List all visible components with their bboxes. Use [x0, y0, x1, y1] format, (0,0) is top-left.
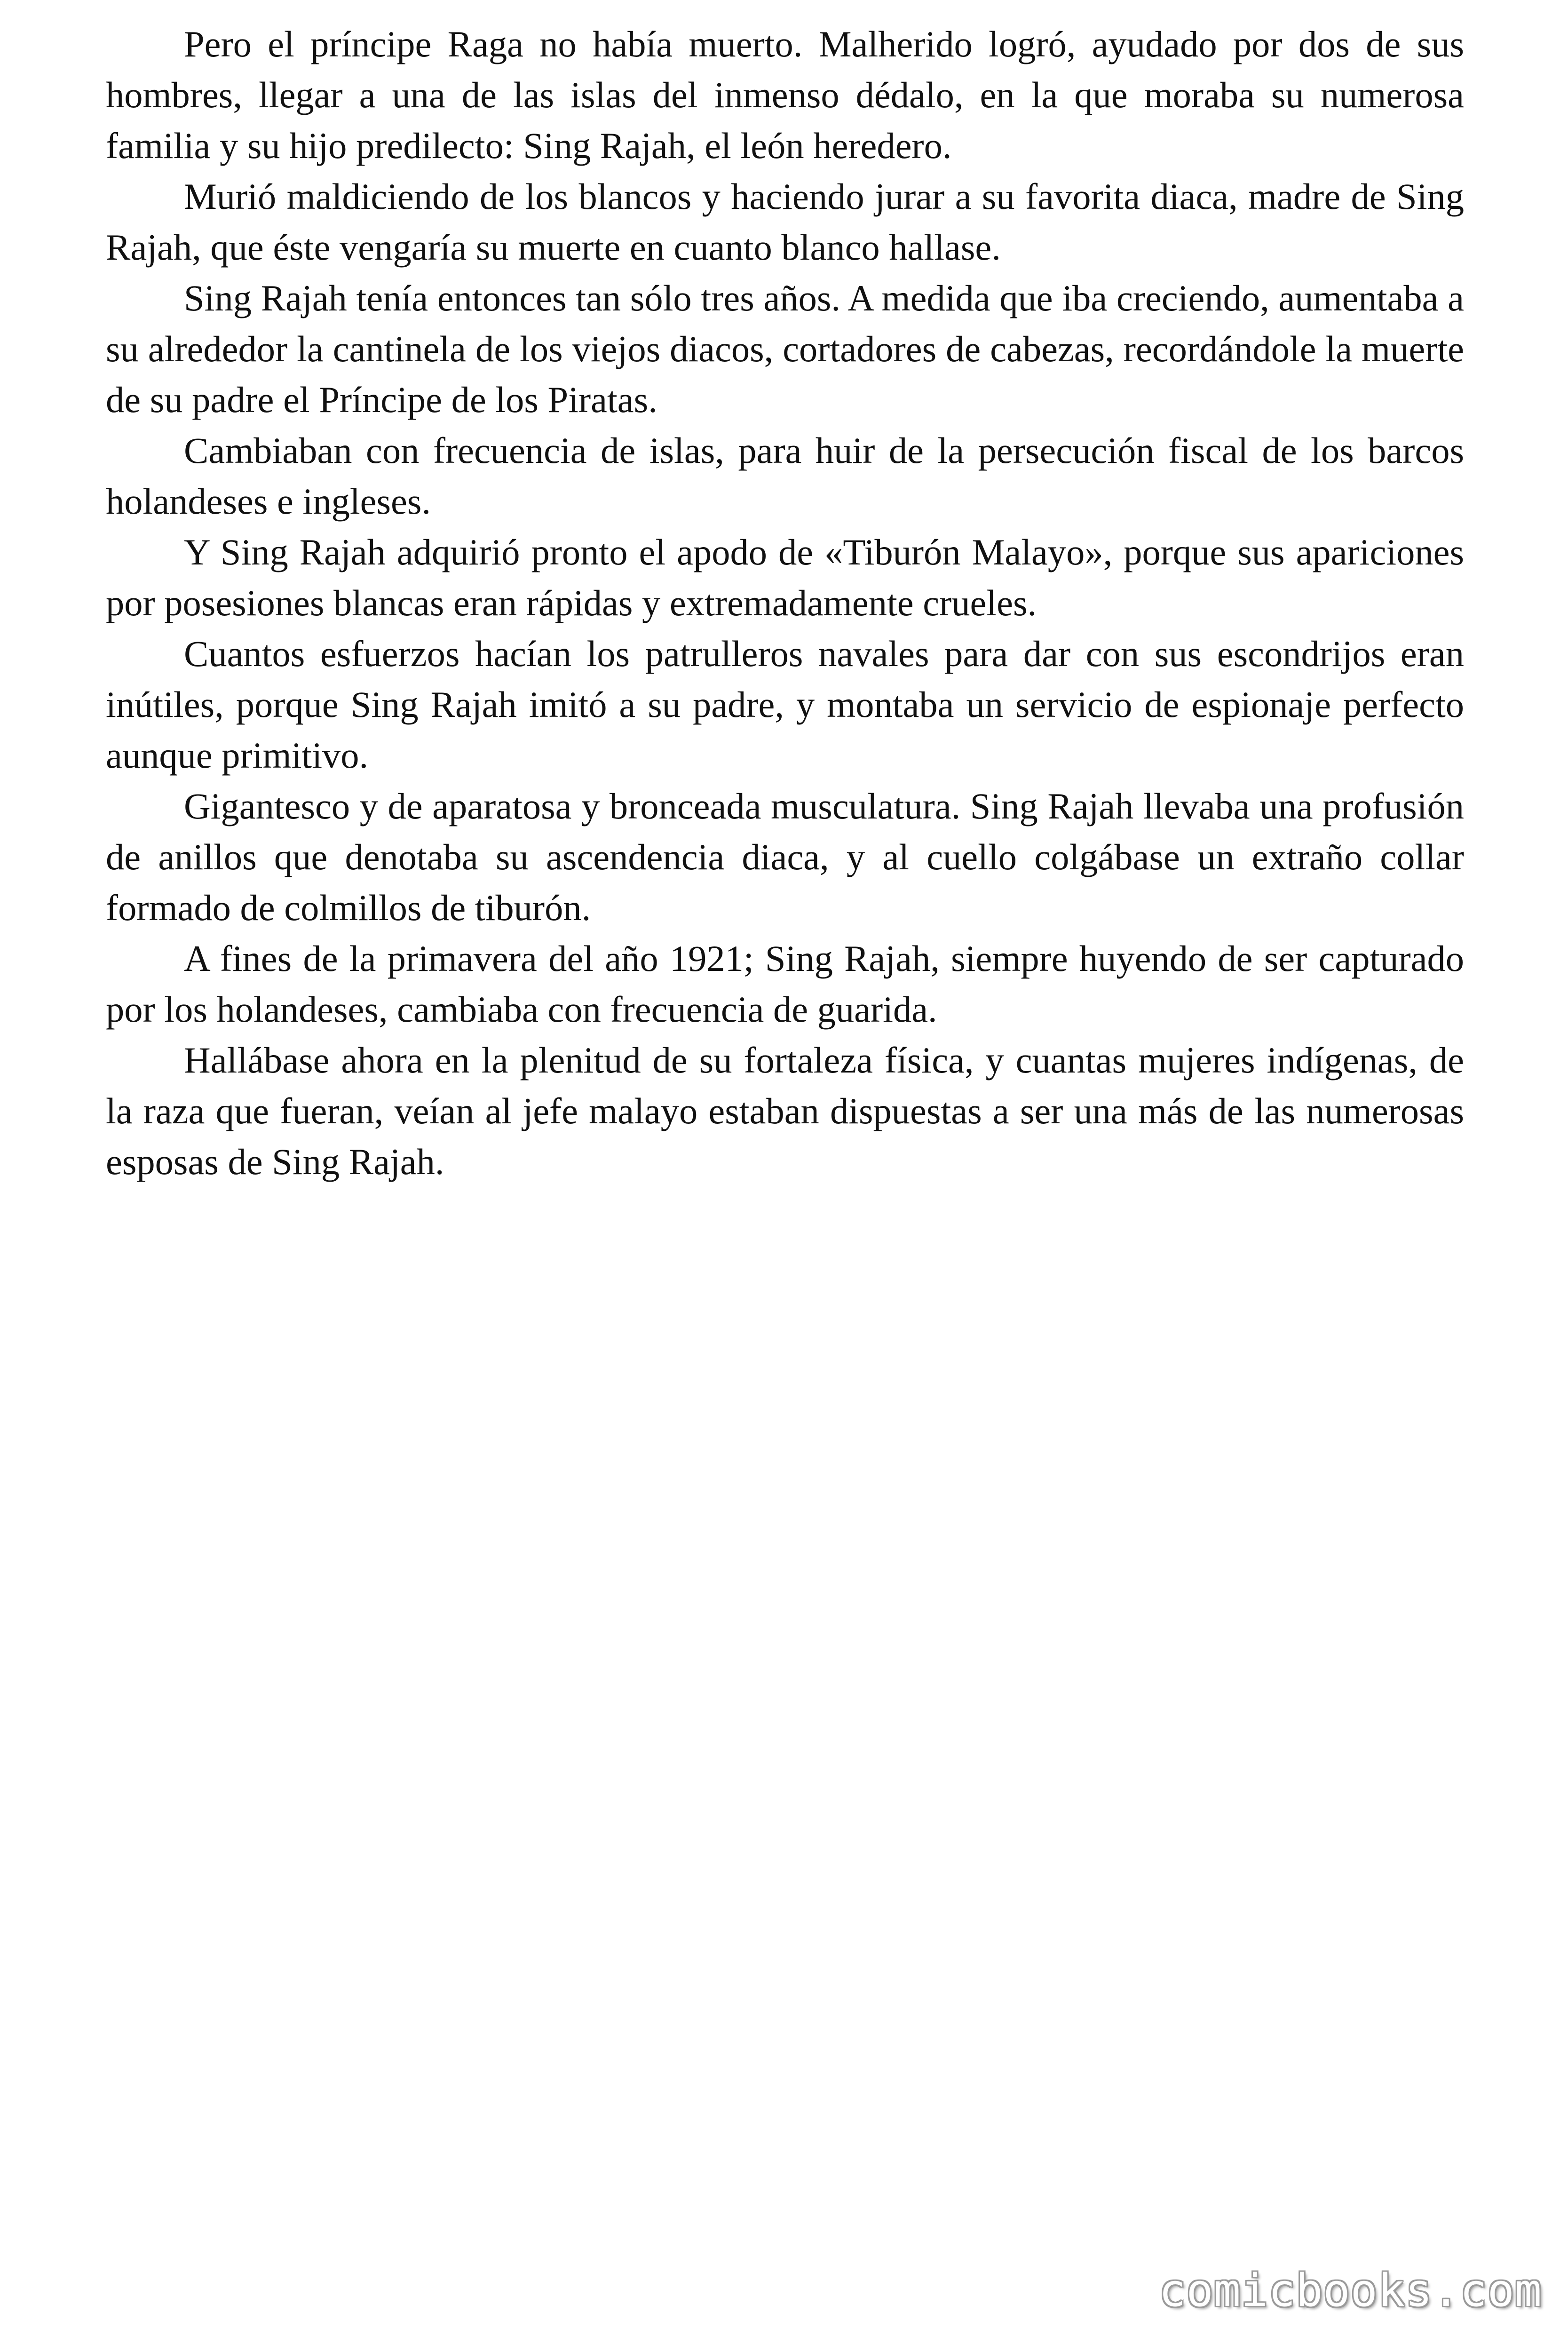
- paragraph: Cuantos esfuerzos hacían los patrulleros navales para dar con sus escondrijos eran inútiles, porque Sing Rajah imitó a su padre, y montaba un servicio de espionaje perfecto aunque primitivo.: [106, 633, 1464, 776]
- paragraph: Murió maldiciendo de los blancos y haciendo jurar a su favorita diaca, madre de Sing Rajah, que éste vengaría su muerte en cuanto blanco hallase.: [106, 176, 1464, 268]
- watermark: comicbooks.com: [1159, 2265, 1542, 2317]
- paragraph: Y Sing Rajah adquirió pronto el apodo de «Tiburón Malayo», porque sus apariciones por posesiones blancas eran rápidas y extremadamente crueles.: [106, 532, 1464, 623]
- paragraph: Hallábase ahora en la plenitud de su fortaleza física, y cuantas mujeres indígenas, de la raza que fueran, veían al jefe malayo estaban dispuestas a ser una más de las numerosas esposas de Sing Rajah.: [106, 1040, 1464, 1182]
- paragraph: Gigantesco y de aparatosa y bronceada musculatura. Sing Rajah llevaba una profusión de anillos que denotaba su ascendencia diaca, y al cuello colgábase un extraño collar formado de colmillos de tiburón.: [106, 786, 1464, 928]
- paragraph: Sing Rajah tenía entonces tan sólo tres años. A medida que iba creciendo, aumentaba a su alrededor la cantinela de los viejos diacos, cortadores de cabezas, recordándole la muerte de su padre el Príncipe de los Piratas.: [106, 278, 1464, 420]
- body-text: [106, 19, 1464, 1187]
- paragraph: Cambiaban con frecuencia de islas, para huir de la persecución fiscal de los barcos holandeses e ingleses.: [106, 430, 1464, 522]
- paragraph: Pero el príncipe Raga no había muerto. Malherido logró, ayudado por dos de sus hombres, llegar a una de las islas del inmenso dédalo, en la que moraba su numerosa familia y su hijo predilecto: Sing Rajah, el león heredero.: [106, 24, 1464, 166]
- paragraph: A fines de la primavera del año 1921; Sing Rajah, siempre huyendo de ser capturado por los holandeses, cambiaba con frecuencia de guarida.: [106, 938, 1464, 1030]
